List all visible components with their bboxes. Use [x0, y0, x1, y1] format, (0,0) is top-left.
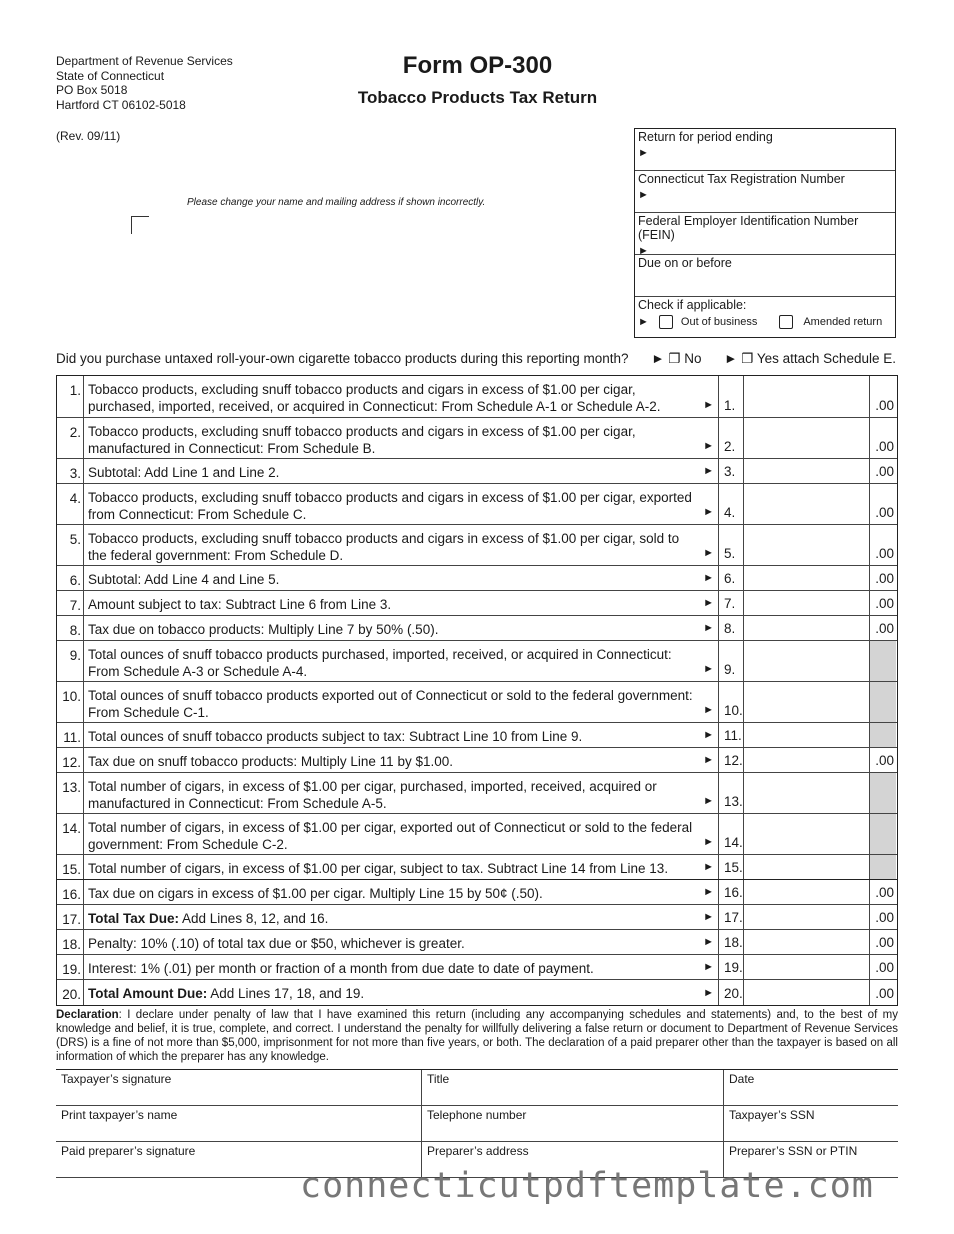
amount-field[interactable]	[744, 905, 870, 929]
line-text: Total ounces of snuff tobacco products exported out of Connecticut or sold to the federal government: From Schedule C-1.	[88, 688, 693, 720]
agency-line: State of Connecticut	[56, 68, 165, 83]
arrow-icon: ►	[703, 960, 714, 973]
line-description	[84, 748, 718, 772]
line-description	[84, 930, 718, 954]
line-number: 2.	[57, 418, 84, 458]
amount-field[interactable]	[744, 980, 870, 1005]
line-number: 6.	[57, 566, 84, 590]
cents-field: .00	[875, 398, 894, 413]
arrow-icon: ►	[703, 596, 714, 609]
signature-field[interactable]: Date	[723, 1070, 898, 1105]
line-text: Subtotal: Add Line 4 and Line 5.	[88, 572, 280, 587]
check-applicable	[635, 297, 895, 337]
arrow-icon: ►	[703, 662, 714, 675]
shaded-cell	[870, 682, 896, 722]
line-text: Tax due on tobacco products: Multiply Line 7 by 50% (.50).	[88, 622, 439, 637]
line-ref-number: 6.	[718, 566, 744, 590]
tax-line-row	[57, 814, 897, 855]
shaded-cell	[870, 814, 896, 854]
line-description	[84, 682, 718, 722]
tax-line-row	[57, 525, 897, 566]
line-ref-number: 20.	[718, 980, 744, 1005]
registration-label: Connecticut Tax Registration Number	[638, 172, 845, 186]
tax-line-row	[57, 930, 897, 955]
line-text: Total number of cigars, in excess of $1.00 per cigar, exported out of Connecticut or sold to the federal government: From Schedule C-2.	[88, 820, 693, 852]
cents-field: .00	[875, 546, 894, 561]
line-ref-number: 10.	[718, 682, 744, 722]
line-ref-number: 9.	[718, 641, 744, 681]
declaration-text: : I declare under penalty of law that I have examined this return (including any accompanying schedules and statements) and, to the best of my knowledge and belief, it is true, complete, and correct. I understand the penalty for willfully delivering a false return or document to Department of Revenue Services (DRS) is a fine of not more than $5,000, imprisonment for not more than five years, or both. The declaration of a paid preparer other than the taxpayer is based on all information of which the preparer has any knowledge.	[56, 1009, 898, 1063]
tax-line-row	[57, 748, 897, 773]
line-number: 14.	[57, 814, 84, 854]
due-label: Due on or before	[638, 256, 732, 270]
line-text: Subtotal: Add Line 1 and Line 2.	[88, 465, 280, 480]
line-text: Total ounces of snuff tobacco products subject to tax: Subtract Line 10 from Line 9.	[88, 729, 583, 744]
amended-return-label: Amended return	[803, 316, 883, 328]
shaded-cell	[870, 773, 896, 813]
line-ref-number: 16.	[718, 880, 744, 904]
line-description	[84, 855, 718, 879]
amount-field[interactable]	[744, 418, 870, 458]
amount-field[interactable]	[744, 814, 870, 854]
shaded-cell	[870, 641, 896, 681]
line-text: Interest: 1% (.01) per month or fraction of a month from due date to date of payment.	[88, 961, 594, 976]
line-number: 16.	[57, 880, 84, 904]
cents-field: .00	[875, 910, 894, 925]
line-number: 11.	[57, 723, 84, 747]
line-ref-number: 13.	[718, 773, 744, 813]
arrow-icon: ►	[703, 910, 714, 923]
signature-row	[56, 1070, 898, 1106]
line-text: Penalty: 10% (.10) of total tax due or $50, whichever is greater.	[88, 936, 465, 951]
signature-field[interactable]: Print taxpayer’s name	[61, 1108, 178, 1122]
tax-line-row	[57, 855, 897, 880]
amount-field[interactable]	[744, 459, 870, 483]
line-number: 5.	[57, 525, 84, 565]
line-ref-number: 4.	[718, 484, 744, 524]
signature-row	[56, 1106, 898, 1142]
arrow-icon: ►	[703, 885, 714, 898]
fein-label: Federal Employer Identification Number (FEIN)	[638, 214, 859, 242]
arrow-icon: ►	[703, 835, 714, 848]
arrow-icon: ►	[703, 860, 714, 873]
arrow-icon: ►	[703, 794, 714, 807]
arrow-icon: ►	[703, 398, 714, 411]
line-text: Tobacco products, excluding snuff tobacco products and cigars in excess of $1.00 per cigar, manufactured in Connecticut: From Schedule B.	[88, 424, 636, 456]
amount-field[interactable]	[744, 566, 870, 590]
line-number: 15.	[57, 855, 84, 879]
line-ref-number: 11.	[718, 723, 744, 747]
line-description	[84, 484, 718, 524]
period-ending-label: Return for period ending	[638, 130, 773, 144]
tax-line-row	[57, 376, 897, 418]
line-ref-number: 8.	[718, 616, 744, 640]
arrow-icon: ►	[703, 621, 714, 634]
shaded-cell	[870, 855, 896, 879]
line-number: 17.	[57, 905, 84, 929]
line-description	[84, 773, 718, 813]
line-number: 1.	[57, 376, 84, 417]
cents-field: .00	[875, 596, 894, 611]
tax-line-row	[57, 418, 897, 459]
signature-field[interactable]: Title	[421, 1070, 723, 1105]
line-ref-number: 19.	[718, 955, 744, 979]
arrow-icon: ►	[703, 505, 714, 518]
line-bold-label: Total Tax Due:	[88, 911, 180, 926]
amount-field[interactable]	[744, 591, 870, 615]
line-description	[84, 459, 718, 483]
form-subtitle: Tobacco Products Tax Return	[357, 88, 598, 107]
tax-line-row	[57, 723, 897, 748]
amount-field[interactable]	[744, 930, 870, 954]
line-bold-label: Total Amount Due:	[88, 986, 208, 1001]
line-description	[84, 591, 718, 615]
tax-line-row	[57, 591, 897, 616]
arrow-icon: ►	[703, 546, 714, 559]
line-number: 20.	[57, 980, 84, 1005]
signature-field[interactable]: Paid preparer’s signature	[61, 1144, 196, 1158]
line-number: 3.	[57, 459, 84, 483]
line-number: 12.	[57, 748, 84, 772]
line-ref-number: 2.	[718, 418, 744, 458]
amount-field[interactable]	[744, 525, 870, 565]
tax-lines-table	[56, 375, 898, 1006]
amount-field[interactable]	[744, 682, 870, 722]
cents-field: .00	[875, 505, 894, 520]
form-title: Form OP-300	[402, 52, 553, 79]
tax-line-row	[57, 641, 897, 682]
line-text: Amount subject to tax: Subtract Line 6 from Line 3.	[88, 597, 392, 612]
line-description	[84, 641, 718, 681]
line-text: Tax due on snuff tobacco products: Multiply Line 11 by $1.00.	[88, 754, 453, 769]
amended-return-checkbox[interactable]	[779, 315, 793, 329]
arrow-icon: ►	[703, 935, 714, 948]
signature-field[interactable]: Telephone number	[421, 1106, 723, 1141]
arrow-icon: ►	[638, 189, 649, 201]
amount-field[interactable]	[744, 641, 870, 681]
line-description	[84, 814, 718, 854]
shaded-cell	[870, 723, 896, 747]
line-text: Add Lines 8, 12, and 16.	[179, 911, 329, 926]
line-description	[84, 376, 718, 417]
cents-field: .00	[875, 464, 894, 479]
info-box	[634, 128, 896, 338]
cents-field: .00	[875, 885, 894, 900]
fein-field[interactable]	[635, 213, 895, 255]
tax-line-row	[57, 880, 897, 905]
arrow-icon: ►	[703, 753, 714, 766]
line-text: Add Lines 17, 18, and 19.	[207, 986, 365, 1001]
line-ref-number: 17.	[718, 905, 744, 929]
revision: (Rev. 09/11)	[56, 129, 121, 143]
cents-field: .00	[875, 753, 894, 768]
cents-field: .00	[875, 986, 894, 1001]
agency-line: PO Box 5018	[56, 83, 128, 97]
line-number: 7.	[57, 591, 84, 615]
line-ref-number: 7.	[718, 591, 744, 615]
arrow-icon: ►	[703, 571, 714, 584]
line-description	[84, 418, 718, 458]
arrow-icon: ►	[703, 703, 714, 716]
tax-line-row	[57, 484, 897, 525]
out-of-business-checkbox[interactable]	[659, 315, 673, 329]
due-date-field[interactable]	[635, 255, 895, 297]
amount-field[interactable]	[744, 484, 870, 524]
ryo-question	[56, 351, 896, 367]
arrow-icon: ►	[638, 316, 649, 328]
signature-field[interactable]: Taxpayer’s SSN	[723, 1106, 898, 1141]
line-text: Total number of cigars, in excess of $1.00 per cigar, subject to tax. Subtract Line 14 from Line 13.	[88, 861, 669, 876]
signature-field[interactable]: Preparer’s SSN or PTIN	[723, 1142, 898, 1177]
tax-line-row	[57, 682, 897, 723]
line-ref-number: 12.	[718, 748, 744, 772]
tax-line-row	[57, 773, 897, 814]
line-text: Total ounces of snuff tobacco products purchased, imported, received, or acquired in Connecticut: From Schedule A-3 or Schedule A-4.	[88, 647, 672, 679]
line-description	[84, 880, 718, 904]
signature-block	[56, 1069, 898, 1178]
amount-field[interactable]	[744, 616, 870, 640]
cents-field: .00	[875, 935, 894, 950]
declaration-label: Declaration	[56, 1009, 119, 1021]
line-number: 9.	[57, 641, 84, 681]
agency-line: Department of Revenue Services	[56, 54, 233, 68]
period-ending-field[interactable]	[635, 129, 895, 171]
cents-field: .00	[875, 571, 894, 586]
amount-field[interactable]	[744, 855, 870, 879]
check-label: Check if applicable:	[638, 298, 747, 312]
tax-line-row	[57, 459, 897, 484]
cents-field: .00	[875, 960, 894, 975]
line-description	[84, 566, 718, 590]
amount-field[interactable]	[744, 376, 870, 417]
tax-line-row	[57, 616, 897, 641]
line-number: 13.	[57, 773, 84, 813]
ryo-question-text: Did you purchase untaxed roll-your-own cigarette tobacco products during this reporting month?	[56, 351, 629, 366]
arrow-icon: ►	[703, 986, 714, 999]
amount-field[interactable]	[744, 748, 870, 772]
signature-field[interactable]: Preparer’s address	[421, 1142, 723, 1177]
line-ref-number: 14.	[718, 814, 744, 854]
signature-field[interactable]: Taxpayer’s signature	[61, 1072, 172, 1086]
arrow-icon: ►	[703, 439, 714, 452]
out-of-business-label: Out of business	[680, 316, 758, 328]
line-ref-number: 3.	[718, 459, 744, 483]
tax-line-row	[57, 980, 897, 1005]
line-text: Tobacco products, excluding snuff tobacco products and cigars in excess of $1.00 per cigar, purchased, imported, received, or acquired in Connecticut: From Schedule A-1 or Schedule A-2.	[88, 382, 661, 414]
registration-number-field[interactable]	[635, 171, 895, 213]
line-number: 4.	[57, 484, 84, 524]
agency-address	[56, 54, 233, 112]
address-note: Please change your name and mailing address if shown incorrectly.	[187, 197, 486, 208]
line-ref-number: 5.	[718, 525, 744, 565]
line-description	[84, 955, 718, 979]
line-description	[84, 616, 718, 640]
address-corner-mark	[131, 216, 149, 234]
arrow-icon: ►	[703, 464, 714, 477]
line-text: Tobacco products, excluding snuff tobacco products and cigars in excess of $1.00 per cigar, exported from Connecticut: From Schedule C.	[88, 490, 692, 522]
ryo-no-option[interactable]: ► ❐ No	[651, 351, 702, 366]
cents-field: .00	[875, 439, 894, 454]
arrow-icon: ►	[638, 245, 649, 257]
line-number: 8.	[57, 616, 84, 640]
line-ref-number: 1.	[718, 376, 744, 417]
declaration	[56, 1008, 898, 1064]
agency-line: Hartford CT 06102-5018	[56, 97, 186, 112]
tax-line-row	[57, 955, 897, 980]
line-description	[84, 525, 718, 565]
line-description	[84, 980, 718, 1005]
line-text: Total number of cigars, in excess of $1.00 per cigar, purchased, imported, received, acquired or manufactured in Connecticut: From Schedule A-5.	[88, 779, 657, 811]
ryo-yes-option[interactable]: ► ❐ Yes attach Schedule E.	[724, 351, 896, 366]
line-description	[84, 723, 718, 747]
line-number: 19.	[57, 955, 84, 979]
line-number: 18.	[57, 930, 84, 954]
watermark: connecticutpdftemplate.com	[300, 1166, 874, 1206]
line-ref-number: 18.	[718, 930, 744, 954]
tax-line-row	[57, 566, 897, 591]
line-description	[84, 905, 718, 929]
arrow-icon: ►	[703, 728, 714, 741]
amount-field[interactable]	[744, 880, 870, 904]
line-ref-number: 15.	[718, 855, 744, 879]
amount-field[interactable]	[744, 773, 870, 813]
arrow-icon: ►	[638, 147, 649, 159]
tax-line-row	[57, 905, 897, 930]
line-text: Tax due on cigars in excess of $1.00 per cigar. Multiply Line 15 by 50¢ (.50).	[88, 886, 543, 901]
amount-field[interactable]	[744, 955, 870, 979]
line-text: Tobacco products, excluding snuff tobacco products and cigars in excess of $1.00 per cigar, sold to the federal government: From Schedule D.	[88, 531, 680, 563]
cents-field: .00	[875, 621, 894, 636]
line-number: 10.	[57, 682, 84, 722]
amount-field[interactable]	[744, 723, 870, 747]
